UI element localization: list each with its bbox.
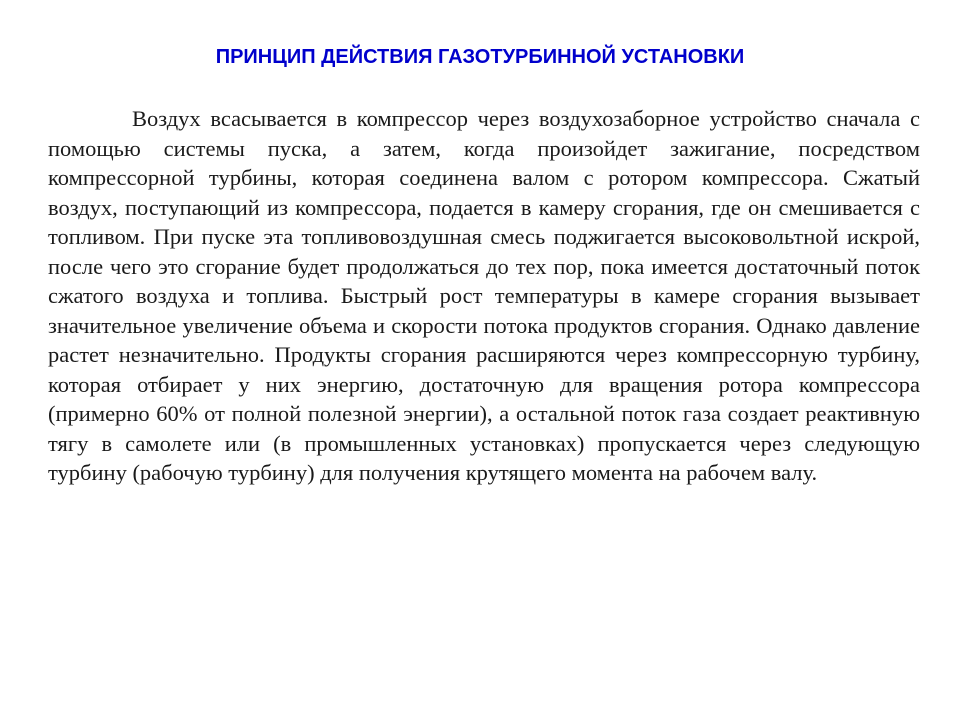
body-paragraph: Воздух всасывается в компрессор через воздухозаборное устройство сначала с помощью системы пуска, а затем, когда произойдет зажигание, посредством компрессорной турбины, которая соединена валом с ротором компрессора. Сжатый воздух, поступающий из компрессора, подается в камеру сгорания, где он смешивается с топливом. При пуске эта топливовоздушная смесь поджигается высоковольтной искрой, после чего это сгорание будет продолжаться до тех пор, пока имеется достаточный поток сжатого воздуха и топлива. Быстрый рост температуры в камере сгорания вызывает значительное увеличение объема и скорости потока продуктов сгорания. Однако давление растет незначительно. Продукты сгорания расширяются через компрессорную турбину, которая отбирает у них энергию, достаточную для вращения ротора компрессора (примерно 60% от полной полезной энергии), а остальной поток газа создает реактивную тягу в самолете или (в промышленных установках) пропускается через следующую турбину (рабочую турбину) для получения крутящего момента на рабочем валу. <box>48 106 920 485</box>
slide-title: ПРИНЦИП ДЕЙСТВИЯ ГАЗОТУРБИННОЙ УСТАНОВКИ <box>215 46 745 68</box>
